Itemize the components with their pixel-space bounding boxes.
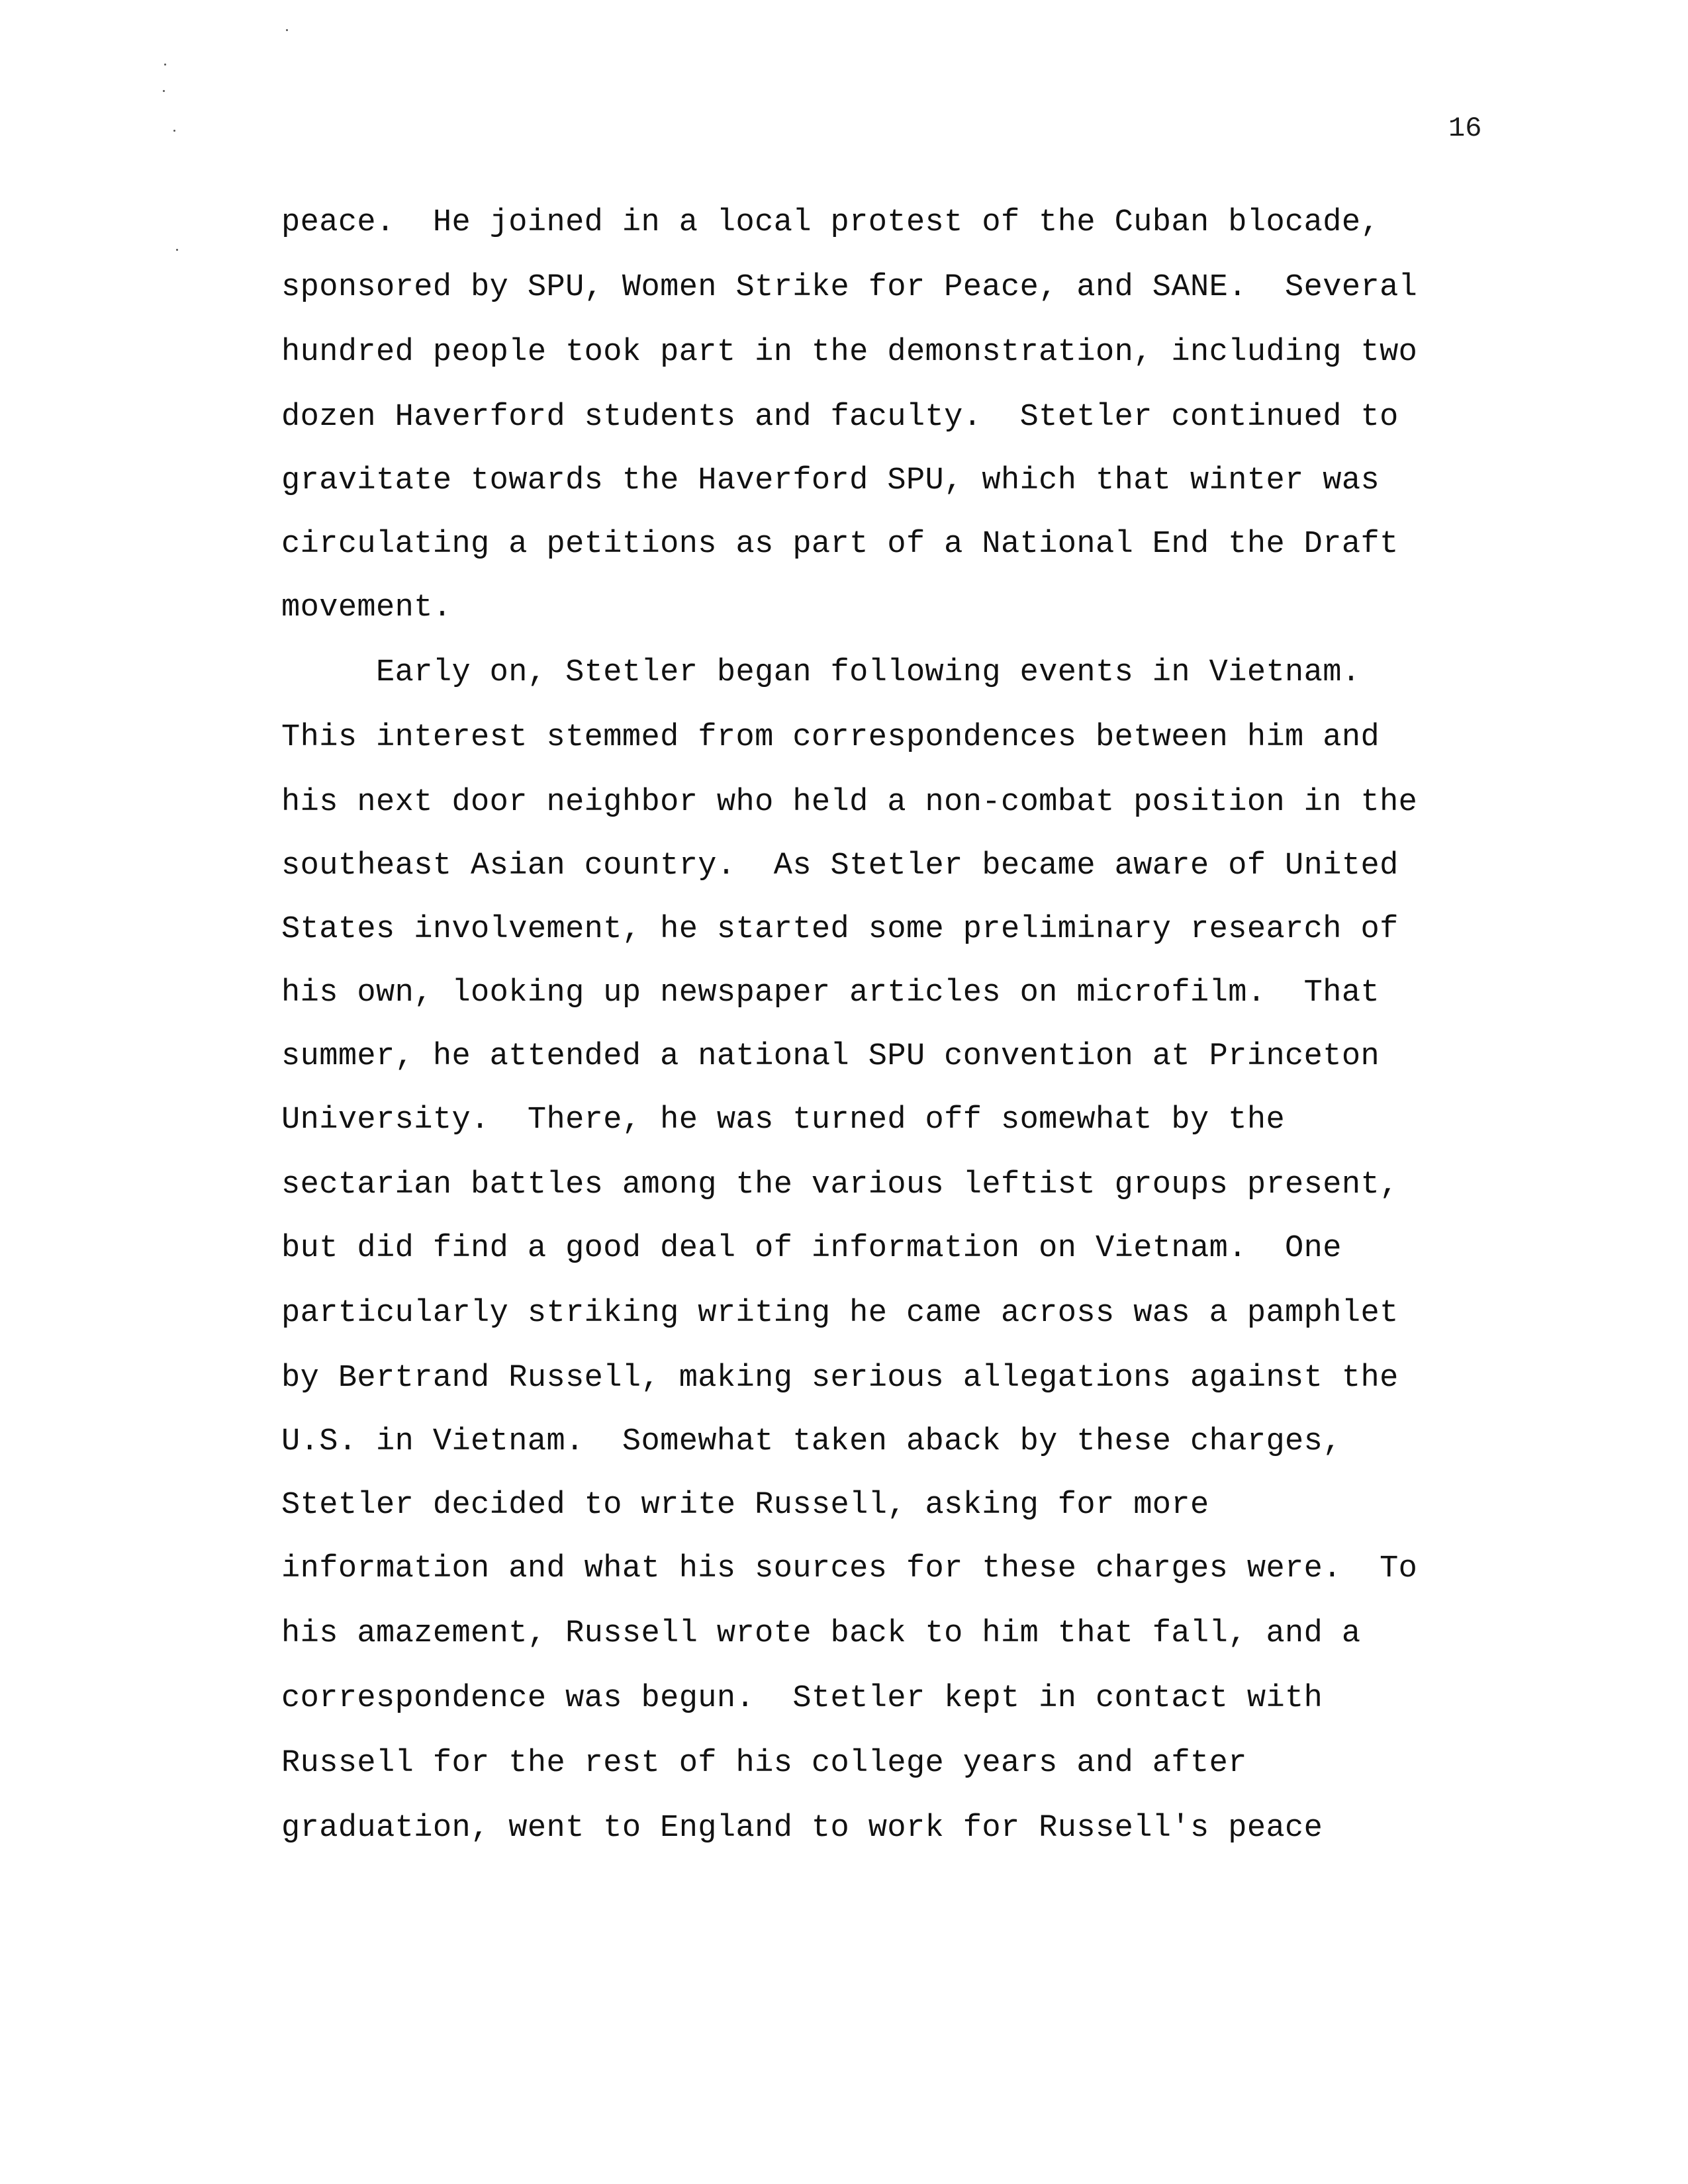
scan-speck [173, 130, 175, 132]
scan-speck [176, 249, 178, 251]
text-line: by Bertrand Russell, making serious allegations against the [281, 1361, 1399, 1396]
text-line: his own, looking up newspaper articles on microfilm. That [281, 976, 1380, 1011]
text-line: summer, he attended a national SPU convention at Princeton [281, 1039, 1380, 1074]
text-line: Russell for the rest of his college years and after [281, 1746, 1247, 1781]
text-line: States involvement, he started some preliminary research of [281, 912, 1399, 947]
text-line: graduation, went to England to work for Russell's peace [281, 1811, 1323, 1846]
text-line: particularly striking writing he came across was a pamphlet [281, 1296, 1399, 1331]
text-line: sectarian battles among the various leftist groups present, [281, 1167, 1399, 1203]
scan-speck [286, 29, 288, 31]
text-line: movement. [281, 590, 452, 625]
text-line: correspondence was begun. Stetler kept in contact with [281, 1681, 1323, 1716]
text-line: circulating a petitions as part of a National End the Draft [281, 527, 1399, 562]
text-line: sponsored by SPU, Women Strike for Peace, and SANE. Several [281, 270, 1418, 305]
text-line: peace. He joined in a local protest of the Cuban blocade, [281, 205, 1380, 240]
scan-speck [164, 64, 166, 66]
text-line: Early on, Stetler began following events in Vietnam. [281, 655, 1361, 690]
text-line: dozen Haverford students and faculty. Stetler continued to [281, 400, 1399, 435]
text-line: his next door neighbor who held a non-combat position in the [281, 785, 1418, 820]
text-line: Stetler decided to write Russell, asking for more [281, 1488, 1209, 1523]
text-line: hundred people took part in the demonstration, including two [281, 335, 1418, 370]
text-line: University. There, he was turned off somewhat by the [281, 1103, 1286, 1138]
text-line: southeast Asian country. As Stetler became aware of United [281, 848, 1399, 884]
scan-speck [163, 90, 165, 92]
text-line: his amazement, Russell wrote back to him that fall, and a [281, 1616, 1361, 1651]
text-line: but did find a good deal of information on Vietnam. One [281, 1231, 1342, 1266]
page-number: 16 [1448, 113, 1482, 144]
text-line: information and what his sources for these charges were. To [281, 1551, 1418, 1586]
text-line: U.S. in Vietnam. Somewhat taken aback by these charges, [281, 1424, 1342, 1459]
text-line: gravitate towards the Haverford SPU, which that winter was [281, 463, 1380, 498]
text-line: This interest stemmed from correspondences between him and [281, 720, 1380, 755]
